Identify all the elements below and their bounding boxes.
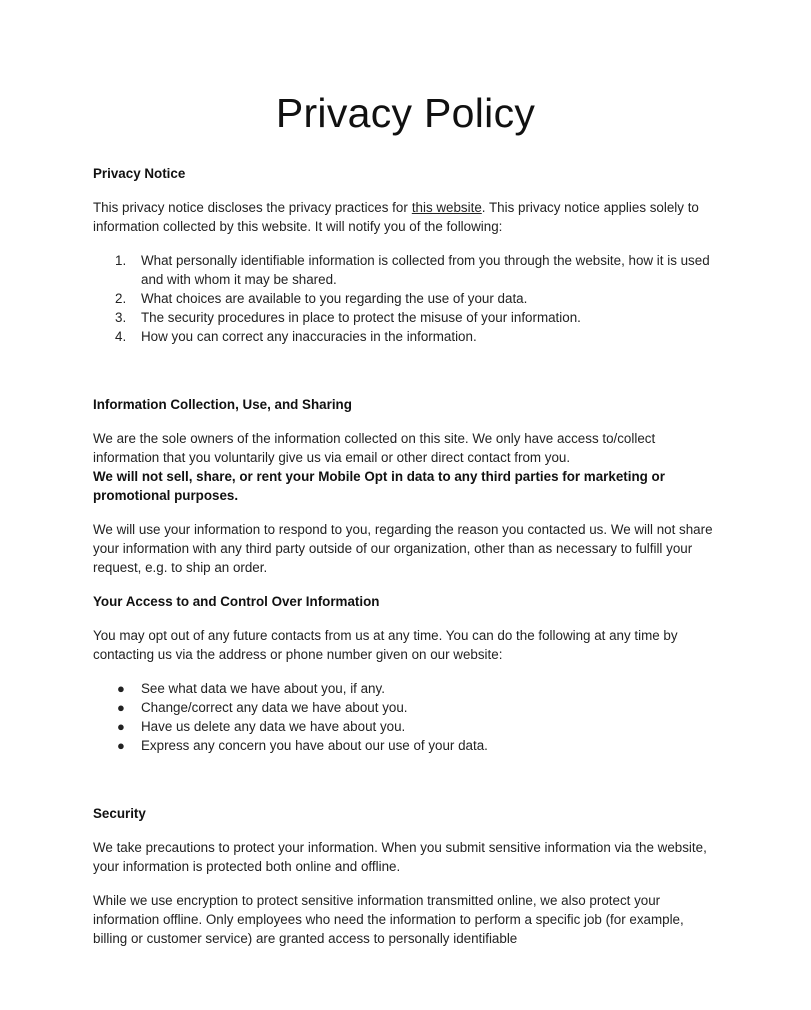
privacy-notice-list — [93, 251, 718, 346]
section-spacer — [93, 770, 718, 804]
list-number: 1. — [115, 253, 127, 268]
bullet-icon: ● — [117, 738, 125, 753]
list-item — [93, 736, 718, 755]
list-item-text: See what data we have about you, if any. — [141, 681, 385, 696]
list-number: 2. — [115, 291, 127, 306]
list-item — [93, 251, 718, 289]
bullet-icon: ● — [117, 700, 125, 715]
list-item — [93, 289, 718, 308]
list-item-text: What personally identifiable information is collected from you through the website, how it is used and with whom it may be shared. — [141, 253, 710, 287]
list-item — [93, 698, 718, 717]
list-item-text: How you can correct any inaccuracies in the information. — [141, 329, 477, 344]
collection-bold-statement: We will not sell, share, or rent your Mobile Opt in data to any third parties for marketing or promotional purposes. — [93, 469, 665, 503]
intro-text-after-link: . This privacy notice applies solely to information collected by this website. It will notify you of the following: — [93, 200, 699, 234]
list-item — [93, 679, 718, 698]
access-list — [93, 679, 718, 755]
list-item-text: Express any concern you have about our use of your data. — [141, 738, 488, 753]
security-paragraph-1: We take precautions to protect your information. When you submit sensitive information via the website, your information is protected both online and offline. — [93, 840, 707, 874]
list-item-text: What choices are available to you regarding the use of your data. — [141, 291, 528, 306]
list-item-text: Have us delete any data we have about you. — [141, 719, 406, 734]
list-item — [93, 327, 718, 346]
access-paragraph: You may opt out of any future contacts from us at any time. You can do the following at any time by contacting us via the address or phone number given on our website: — [93, 628, 678, 662]
this-website-link[interactable]: this website — [411, 200, 482, 215]
list-item — [93, 308, 718, 327]
privacy-notice-intro — [93, 198, 718, 236]
security-heading: Security — [93, 806, 146, 821]
list-number: 4. — [115, 329, 127, 344]
page-title: Privacy Policy — [275, 90, 536, 136]
collection-paragraph-1 — [93, 429, 718, 505]
list-item-text: The security procedures in place to protect the misuse of your information. — [141, 310, 581, 325]
privacy-notice-heading: Privacy Notice — [93, 166, 186, 181]
list-item-text: Change/correct any data we have about you. — [141, 700, 408, 715]
document-body — [93, 164, 718, 963]
collection-text: We are the sole owners of the information collected on this site. We only have access to/collect information that you voluntarily give us via email or other direct contact from you. — [93, 431, 656, 465]
bullet-icon: ● — [117, 681, 125, 696]
access-heading: Your Access to and Control Over Information — [93, 594, 380, 609]
section-spacer — [93, 361, 718, 395]
collection-paragraph-2: We will use your information to respond to you, regarding the reason you contacted us. We will not share your information with any third party outside of our organization, other than as necessary to fulfill your request, e.g. to ship an order. — [93, 522, 713, 575]
bullet-icon: ● — [117, 719, 125, 734]
collection-heading: Information Collection, Use, and Sharing — [93, 397, 352, 412]
list-number: 3. — [115, 310, 127, 325]
intro-text-before-link: This privacy notice discloses the privacy practices for — [93, 200, 408, 215]
security-paragraph-2: While we use encryption to protect sensitive information transmitted online, we also protect your information offline. Only employees who need the information to perform a specific job (for example, billing or customer service) are granted access to personally identifiable — [93, 893, 684, 946]
list-item — [93, 717, 718, 736]
